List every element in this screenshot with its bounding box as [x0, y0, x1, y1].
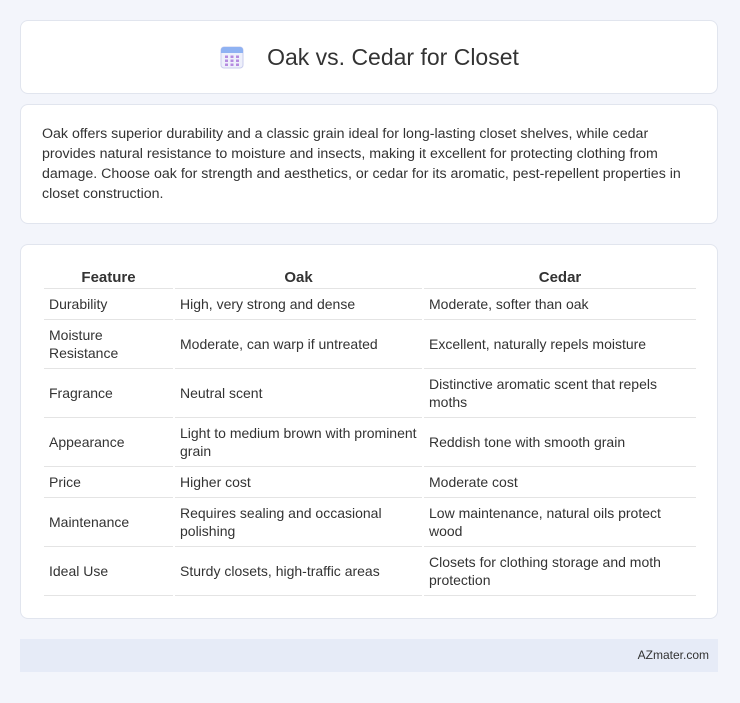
- table-row: [44, 547, 696, 596]
- column-header-oak: Oak: [175, 264, 422, 289]
- table-row: [44, 320, 696, 369]
- table-row: [44, 467, 696, 498]
- table-row: [44, 418, 696, 467]
- table-cell-oak: Light to medium brown with prominent grain: [175, 418, 422, 467]
- column-header-feature: Feature: [44, 264, 173, 289]
- table-header-row: [44, 264, 696, 289]
- table-cell-feature: Price: [44, 467, 173, 498]
- table-cell-feature: Appearance: [44, 418, 173, 467]
- table-cell-oak: Neutral scent: [175, 369, 422, 418]
- table-cell-oak: Moderate, can warp if untreated: [175, 320, 422, 369]
- table-row: [44, 289, 696, 320]
- footer-brand: AZmater.com: [637, 648, 709, 662]
- table-cell-feature: Moisture Resistance: [44, 320, 173, 369]
- table-cell-feature: Maintenance: [44, 498, 173, 547]
- page-title: Oak vs. Cedar for Closet: [267, 43, 519, 70]
- table-cell-cedar: Excellent, naturally repels moisture: [424, 320, 696, 369]
- comparison-table-card: [20, 244, 718, 619]
- summary-text: Oak offers superior durability and a classic grain ideal for long-lasting closet shelves, while cedar provides natural resistance to moisture and insects, making it excellent for protecting clothing from damage. Choose oak for strength and aesthetics, or cedar for its aromatic, pest-repellent properties in closet construction.: [42, 126, 681, 202]
- table-cell-cedar: Moderate, softer than oak: [424, 289, 696, 320]
- table-cell-cedar: Moderate cost: [424, 467, 696, 498]
- summary-card: [20, 104, 718, 224]
- column-header-cedar: Cedar: [424, 264, 696, 289]
- table-row: [44, 369, 696, 418]
- table-cell-feature: Ideal Use: [44, 547, 173, 596]
- table-cell-feature: Durability: [44, 289, 173, 320]
- comparison-table: [42, 264, 698, 596]
- calendar-icon: [219, 44, 245, 70]
- table-cell-feature: Fragrance: [44, 369, 173, 418]
- table-cell-oak: Higher cost: [175, 467, 422, 498]
- table-cell-oak: High, very strong and dense: [175, 289, 422, 320]
- table-row: [44, 498, 696, 547]
- title-card: [20, 20, 718, 94]
- table-cell-cedar: Reddish tone with smooth grain: [424, 418, 696, 467]
- table-cell-oak: Sturdy closets, high-traffic areas: [175, 547, 422, 596]
- table-cell-cedar: Low maintenance, natural oils protect wood: [424, 498, 696, 547]
- footer: [20, 639, 718, 672]
- table-cell-cedar: Distinctive aromatic scent that repels moths: [424, 369, 696, 418]
- table-cell-cedar: Closets for clothing storage and moth protection: [424, 547, 696, 596]
- table-cell-oak: Requires sealing and occasional polishing: [175, 498, 422, 547]
